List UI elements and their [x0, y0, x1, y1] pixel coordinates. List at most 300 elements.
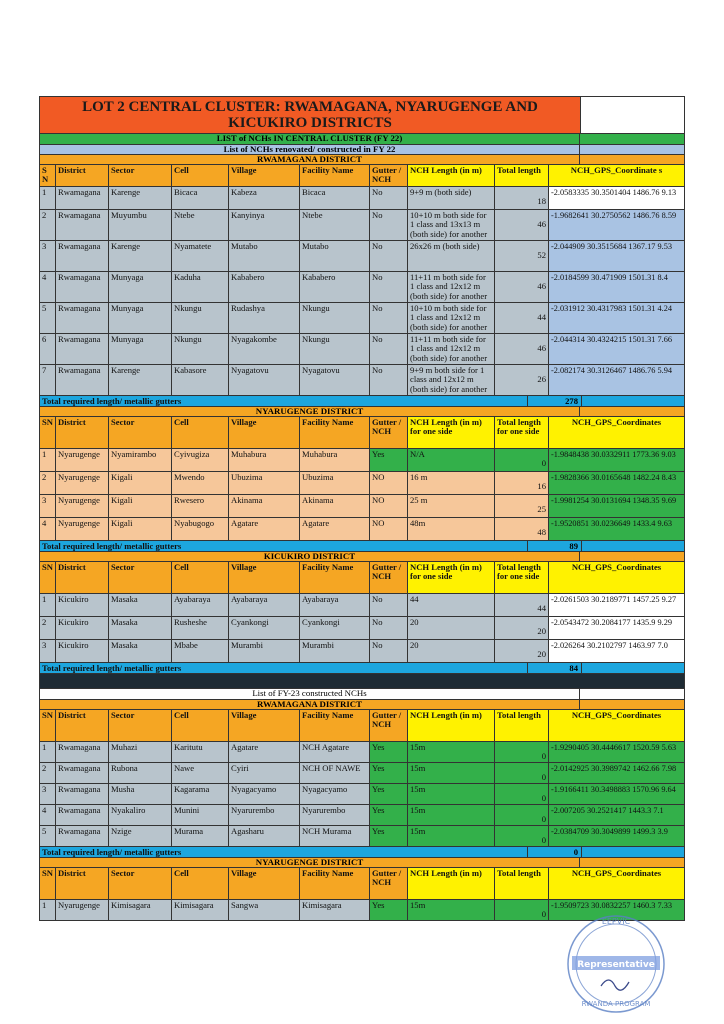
table-cell: Nkungu: [172, 303, 229, 334]
table-cell: Nyagatovu: [229, 365, 300, 396]
fy23-sections: [39, 700, 685, 921]
column-header: SN: [39, 868, 56, 900]
table-cell: Munyaga: [109, 272, 172, 303]
column-header: NCH_GPS_Coordinates: [549, 562, 685, 594]
table-row: [39, 241, 685, 272]
district-title: KICUKIRO DISTRICT: [40, 552, 580, 561]
table-cell: Akinama: [229, 495, 300, 518]
table-cell: NO: [370, 518, 408, 541]
table-cell: 15m: [408, 763, 495, 784]
total-label: Total required length/ metallic gutters: [40, 663, 528, 673]
table-cell: -2.0142925 30.3989742 1462.66 7.98: [549, 763, 685, 784]
district-title-row: [39, 858, 685, 868]
table-cell: Cyivugiza: [172, 449, 229, 472]
column-header: Gutter / NCH: [370, 165, 408, 187]
table-cell: No: [370, 272, 408, 303]
table-cell: 11+11 m both side for 1 class and 12x12 m (both side) for another: [408, 272, 495, 303]
table-cell: Masaka: [109, 617, 172, 640]
table-cell: Ubuzima: [229, 472, 300, 495]
table-cell: Karenge: [109, 365, 172, 396]
document-table: [39, 96, 685, 921]
table-cell: 48: [495, 518, 549, 541]
table-cell: -2.026264 30.2102797 1463.97 7.0: [549, 640, 685, 663]
column-header: S N: [39, 165, 56, 187]
total-row: [39, 663, 685, 674]
total-row: [39, 541, 685, 552]
table-cell: Agasharu: [229, 826, 300, 847]
table-cell: 46: [495, 272, 549, 303]
stamp-mid-text: Representative: [577, 960, 655, 970]
table-cell: Ntebe: [172, 210, 229, 241]
table-cell: Kimisagara: [109, 900, 172, 921]
column-header: Gutter / NCH: [370, 868, 408, 900]
table-cell: No: [370, 187, 408, 210]
table-header-row: [39, 165, 685, 187]
table-cell: 0: [495, 449, 549, 472]
column-header: Village: [229, 868, 300, 900]
table-cell: Nyamatete: [172, 241, 229, 272]
title-blank-cell: [581, 97, 685, 134]
table-cell: 25: [495, 495, 549, 518]
column-header: Gutter / NCH: [370, 562, 408, 594]
table-cell: 1: [39, 594, 56, 617]
table-cell: 3: [39, 495, 56, 518]
table-cell: Ubuzima: [300, 472, 370, 495]
table-cell: No: [370, 210, 408, 241]
column-header: Facility Name: [300, 417, 370, 449]
table-row: [39, 365, 685, 396]
table-cell: 0: [495, 742, 549, 763]
table-cell: No: [370, 617, 408, 640]
table-cell: Nyarurembo: [229, 805, 300, 826]
table-cell: Murambi: [229, 640, 300, 663]
table-cell: Nyagakombe: [229, 334, 300, 365]
table-cell: 15m: [408, 784, 495, 805]
table-cell: 9+9 m both side for 1 class and 12x12 m (both side) for another: [408, 365, 495, 396]
table-cell: Kabeza: [229, 187, 300, 210]
column-header: Sector: [109, 868, 172, 900]
table-cell: 2: [39, 472, 56, 495]
table-cell: 5: [39, 826, 56, 847]
table-cell: 52: [495, 241, 549, 272]
table-cell: Munini: [172, 805, 229, 826]
table-cell: Ayabaraya: [229, 594, 300, 617]
table-cell: Nyarugenge: [56, 495, 109, 518]
table-cell: 0: [495, 763, 549, 784]
table-cell: -1.9981254 30.0131694 1348.35 9.69: [549, 495, 685, 518]
table-cell: Rwamagana: [56, 187, 109, 210]
table-cell: 2: [39, 763, 56, 784]
district-title-row: [39, 155, 685, 165]
table-cell: Ayabaraya: [300, 594, 370, 617]
table-cell: 7: [39, 365, 56, 396]
table-cell: Muhabura: [300, 449, 370, 472]
column-header: NCH Length (in m): [408, 165, 495, 187]
table-cell: Rwamagana: [56, 763, 109, 784]
table-cell: Nyamirambo: [109, 449, 172, 472]
table-cell: 0: [495, 784, 549, 805]
table-cell: Kabasore: [172, 365, 229, 396]
table-cell: 44: [408, 594, 495, 617]
column-header: Cell: [172, 165, 229, 187]
total-row: [39, 396, 685, 407]
table-row: [39, 826, 685, 847]
column-header: Total length: [495, 165, 549, 187]
table-cell: Mbabe: [172, 640, 229, 663]
column-header: District: [56, 417, 109, 449]
table-cell: -2.082174 30.3126467 1486.76 5.94: [549, 365, 685, 396]
table-cell: 4: [39, 518, 56, 541]
column-header: Cell: [172, 417, 229, 449]
table-cell: Nyarugenge: [56, 900, 109, 921]
table-cell: Karenge: [109, 187, 172, 210]
table-cell: Rwamagana: [56, 334, 109, 365]
column-header: Gutter / NCH: [370, 417, 408, 449]
table-cell: No: [370, 594, 408, 617]
total-value: 278: [528, 396, 582, 406]
column-header: NCH_GPS_Coordinate s: [549, 165, 685, 187]
column-header: Total length: [495, 868, 549, 900]
table-cell: Karenge: [109, 241, 172, 272]
table-row: [39, 272, 685, 303]
table-cell: Yes: [370, 763, 408, 784]
list-title: LIST of NCHs IN CENTRAL CLUSTER (FY 22): [40, 134, 580, 144]
column-header: Village: [229, 417, 300, 449]
table-cell: Kicukiro: [56, 594, 109, 617]
table-cell: Nyakaliro: [109, 805, 172, 826]
table-cell: 10+10 m both side for 1 class and 12x12 m (both side) for another: [408, 303, 495, 334]
table-cell: Kigali: [109, 518, 172, 541]
table-cell: NO: [370, 495, 408, 518]
column-header: District: [56, 710, 109, 742]
table-cell: 2: [39, 210, 56, 241]
table-cell: 1: [39, 449, 56, 472]
table-cell: Kababero: [300, 272, 370, 303]
table-cell: NCH Murama: [300, 826, 370, 847]
column-header: District: [56, 868, 109, 900]
table-cell: 6: [39, 334, 56, 365]
column-header: Sector: [109, 562, 172, 594]
table-row: [39, 742, 685, 763]
table-cell: 44: [495, 594, 549, 617]
official-stamp: [556, 906, 680, 1016]
table-cell: Rudashya: [229, 303, 300, 334]
total-value: 89: [528, 541, 582, 551]
table-cell: -1.9828366 30.0165648 1482.24 8.43: [549, 472, 685, 495]
table-cell: Kaduha: [172, 272, 229, 303]
table-cell: 3: [39, 784, 56, 805]
table-cell: 20: [495, 617, 549, 640]
column-header: Total length for one side: [495, 417, 549, 449]
table-cell: -1.9682641 30.2750562 1486.76 8.59: [549, 210, 685, 241]
table-cell: Murama: [172, 826, 229, 847]
table-cell: 15m: [408, 900, 495, 921]
column-header: NCH_GPS_Coordinates: [549, 417, 685, 449]
table-cell: -2.0261503 30.2189771 1457.25 9.27: [549, 594, 685, 617]
table-cell: Yes: [370, 805, 408, 826]
table-cell: 16 m: [408, 472, 495, 495]
district-title-row: [39, 552, 685, 562]
table-cell: Kanyinya: [229, 210, 300, 241]
fy23-title-row: [39, 689, 685, 700]
table-cell: 26x26 m (both side): [408, 241, 495, 272]
table-cell: Sangwa: [229, 900, 300, 921]
table-cell: 20: [408, 617, 495, 640]
column-header: SN: [39, 710, 56, 742]
table-cell: NCH OF NAWE: [300, 763, 370, 784]
table-cell: No: [370, 303, 408, 334]
table-header-row: [39, 868, 685, 900]
table-header-row: [39, 710, 685, 742]
table-cell: Nyarurembo: [300, 805, 370, 826]
fy22-sections: [39, 155, 685, 674]
table-cell: No: [370, 241, 408, 272]
table-row: [39, 784, 685, 805]
table-header-row: [39, 562, 685, 594]
table-cell: Cyankongi: [300, 617, 370, 640]
table-cell: Muhabura: [229, 449, 300, 472]
table-cell: 10+10 m both side for 1 class and 13x13 m (both side) for another: [408, 210, 495, 241]
list-subtitle-row: [39, 145, 685, 155]
table-cell: 11+11 m both side for 1 class and 12x12 m (both side) for another: [408, 334, 495, 365]
table-cell: 25 m: [408, 495, 495, 518]
table-cell: Kababero: [229, 272, 300, 303]
table-row: [39, 805, 685, 826]
table-cell: NCH Agatare: [300, 742, 370, 763]
column-header: Total length: [495, 710, 549, 742]
table-cell: -1.9290405 30.4446617 1520.59 5.63: [549, 742, 685, 763]
table-cell: -1.9166411 30.3498883 1570.96 9.64: [549, 784, 685, 805]
column-header: Facility Name: [300, 165, 370, 187]
table-cell: 4: [39, 272, 56, 303]
table-cell: Murambi: [300, 640, 370, 663]
table-cell: Nyagacyamo: [300, 784, 370, 805]
total-label: Total required length/ metallic gutters: [40, 541, 528, 551]
table-cell: Rwamagana: [56, 210, 109, 241]
table-row: [39, 210, 685, 241]
column-header: Village: [229, 562, 300, 594]
district-title: RWAMAGANA DISTRICT: [40, 700, 580, 709]
table-row: [39, 617, 685, 640]
table-cell: Kicukiro: [56, 617, 109, 640]
table-row: [39, 334, 685, 365]
table-cell: Rwamagana: [56, 365, 109, 396]
table-cell: Nyarugenge: [56, 472, 109, 495]
table-cell: Rwamagana: [56, 742, 109, 763]
table-cell: 0: [495, 826, 549, 847]
table-header-row: [39, 417, 685, 449]
table-cell: Nkungu: [172, 334, 229, 365]
table-cell: Kimisagara: [172, 900, 229, 921]
total-row: [39, 847, 685, 858]
table-cell: Yes: [370, 784, 408, 805]
district-title: NYARUGENGE DISTRICT: [40, 407, 580, 416]
column-header: Facility Name: [300, 562, 370, 594]
table-cell: 3: [39, 241, 56, 272]
column-header: Sector: [109, 417, 172, 449]
table-cell: Nyabugogo: [172, 518, 229, 541]
table-cell: 9+9 m (both side): [408, 187, 495, 210]
table-cell: 1: [39, 187, 56, 210]
table-cell: Karitutu: [172, 742, 229, 763]
stamp-top-text: EEPVIC: [601, 917, 631, 926]
table-cell: 48m: [408, 518, 495, 541]
table-row: [39, 303, 685, 334]
table-cell: Nkungu: [300, 334, 370, 365]
table-cell: Muyumbu: [109, 210, 172, 241]
total-label: Total required length/ metallic gutters: [40, 847, 528, 857]
table-cell: -2.0583335 30.3501404 1486.76 9.13: [549, 187, 685, 210]
total-value: 84: [528, 663, 582, 673]
table-cell: Nkungu: [300, 303, 370, 334]
column-header: Facility Name: [300, 710, 370, 742]
column-header: NCH_GPS_Coordinates: [549, 710, 685, 742]
table-cell: Muhazi: [109, 742, 172, 763]
table-cell: 5: [39, 303, 56, 334]
table-cell: Agatare: [229, 742, 300, 763]
table-cell: 0: [495, 900, 549, 921]
table-cell: Nyarugenge: [56, 449, 109, 472]
table-cell: Kigali: [109, 472, 172, 495]
table-cell: Masaka: [109, 594, 172, 617]
table-cell: Bicaca: [172, 187, 229, 210]
table-cell: -2.044909 30.3515684 1367.17 9.53: [549, 241, 685, 272]
table-cell: -2.044314 30.4324215 1501.31 7.66: [549, 334, 685, 365]
table-cell: 44: [495, 303, 549, 334]
column-header: Sector: [109, 710, 172, 742]
separator-bar: [39, 674, 685, 689]
table-cell: 18: [495, 187, 549, 210]
table-cell: Nawe: [172, 763, 229, 784]
table-cell: Mutabo: [229, 241, 300, 272]
table-cell: Yes: [370, 449, 408, 472]
table-row: [39, 594, 685, 617]
table-cell: 20: [408, 640, 495, 663]
table-cell: Kagarama: [172, 784, 229, 805]
table-cell: Ayabaraya: [172, 594, 229, 617]
table-row: [39, 763, 685, 784]
table-cell: 1: [39, 742, 56, 763]
table-cell: 20: [495, 640, 549, 663]
district-title-row: [39, 700, 685, 710]
list-title-row: [39, 134, 685, 145]
table-cell: Nyarugenge: [56, 518, 109, 541]
column-header: District: [56, 165, 109, 187]
table-row: [39, 187, 685, 210]
column-header: NCH Length (in m) for one side: [408, 417, 495, 449]
table-cell: 46: [495, 334, 549, 365]
table-cell: 4: [39, 805, 56, 826]
column-header: Cell: [172, 562, 229, 594]
table-cell: Musha: [109, 784, 172, 805]
table-cell: Rwesero: [172, 495, 229, 518]
table-row: [39, 449, 685, 472]
table-cell: 15m: [408, 805, 495, 826]
table-cell: -1.9509723 30.0832257 1460.3 7.33: [549, 900, 685, 921]
table-cell: Ntebe: [300, 210, 370, 241]
table-cell: 3: [39, 640, 56, 663]
table-cell: Rwamagana: [56, 241, 109, 272]
table-cell: No: [370, 334, 408, 365]
total-value: 0: [528, 847, 582, 857]
table-cell: Rwamagana: [56, 303, 109, 334]
table-cell: 15m: [408, 742, 495, 763]
table-cell: No: [370, 640, 408, 663]
table-cell: 15m: [408, 826, 495, 847]
column-header: Gutter / NCH: [370, 710, 408, 742]
table-cell: -2.0184599 30.471909 1501.31 8.4: [549, 272, 685, 303]
table-cell: Nyagatovu: [300, 365, 370, 396]
column-header: Facility Name: [300, 868, 370, 900]
table-cell: Cyankongi: [229, 617, 300, 640]
table-cell: No: [370, 365, 408, 396]
table-cell: -2.031912 30.4317983 1501.31 4.24: [549, 303, 685, 334]
table-cell: Nzige: [109, 826, 172, 847]
table-cell: Rwamagana: [56, 784, 109, 805]
fy23-title: List of FY-23 constructed NCHs: [40, 689, 580, 699]
table-row: [39, 472, 685, 495]
table-cell: 1: [39, 900, 56, 921]
district-title-row: [39, 407, 685, 417]
table-cell: -2.0384709 30.3049899 1499.3 3.9: [549, 826, 685, 847]
table-cell: Kicukiro: [56, 640, 109, 663]
column-header: Total length for one side: [495, 562, 549, 594]
column-header: Village: [229, 165, 300, 187]
table-cell: NO: [370, 472, 408, 495]
table-cell: -2.007205 30.2521417 1443.3 7.1: [549, 805, 685, 826]
column-header: NCH_GPS_Coordinates: [549, 868, 685, 900]
column-header: NCH Length (in m): [408, 868, 495, 900]
table-cell: Mutabo: [300, 241, 370, 272]
district-title: NYARUGENGE DISTRICT: [40, 858, 580, 867]
table-cell: 46: [495, 210, 549, 241]
table-cell: Cyiri: [229, 763, 300, 784]
column-header: Cell: [172, 710, 229, 742]
table-cell: 16: [495, 472, 549, 495]
table-cell: Agatare: [300, 518, 370, 541]
column-header: Sector: [109, 165, 172, 187]
table-cell: 2: [39, 617, 56, 640]
table-cell: Rwamagana: [56, 826, 109, 847]
table-cell: Agatare: [229, 518, 300, 541]
table-cell: Rusheshe: [172, 617, 229, 640]
table-cell: Munyaga: [109, 334, 172, 365]
table-cell: Kigali: [109, 495, 172, 518]
table-cell: -1.9848438 30.0332911 1773.36 9.03: [549, 449, 685, 472]
table-cell: Yes: [370, 900, 408, 921]
table-cell: Bicaca: [300, 187, 370, 210]
page-title: LOT 2 CENTRAL CLUSTER: RWAMAGANA, NYARUGENGE AND KICUKIRO DISTRICTS: [39, 97, 581, 134]
table-cell: Munyaga: [109, 303, 172, 334]
table-row: [39, 518, 685, 541]
table-cell: N/A: [408, 449, 495, 472]
table-cell: Rubona: [109, 763, 172, 784]
total-label: Total required length/ metallic gutters: [40, 396, 528, 406]
table-cell: Kimisagara: [300, 900, 370, 921]
column-header: SN: [39, 562, 56, 594]
table-cell: -2.0543472 30.2084177 1435.9 9.29: [549, 617, 685, 640]
table-cell: Rwamagana: [56, 272, 109, 303]
list-subtitle: List of NCHs renovated/ constructed in FY 22: [40, 145, 580, 154]
column-header: District: [56, 562, 109, 594]
column-header: NCH Length (in m) for one side: [408, 562, 495, 594]
column-header: NCH Length (in m): [408, 710, 495, 742]
column-header: SN: [39, 417, 56, 449]
table-row: [39, 640, 685, 663]
table-cell: Akinama: [300, 495, 370, 518]
table-cell: Rwamagana: [56, 805, 109, 826]
stamp-bottom-text: RWANDA PROGRAM: [581, 1000, 651, 1008]
